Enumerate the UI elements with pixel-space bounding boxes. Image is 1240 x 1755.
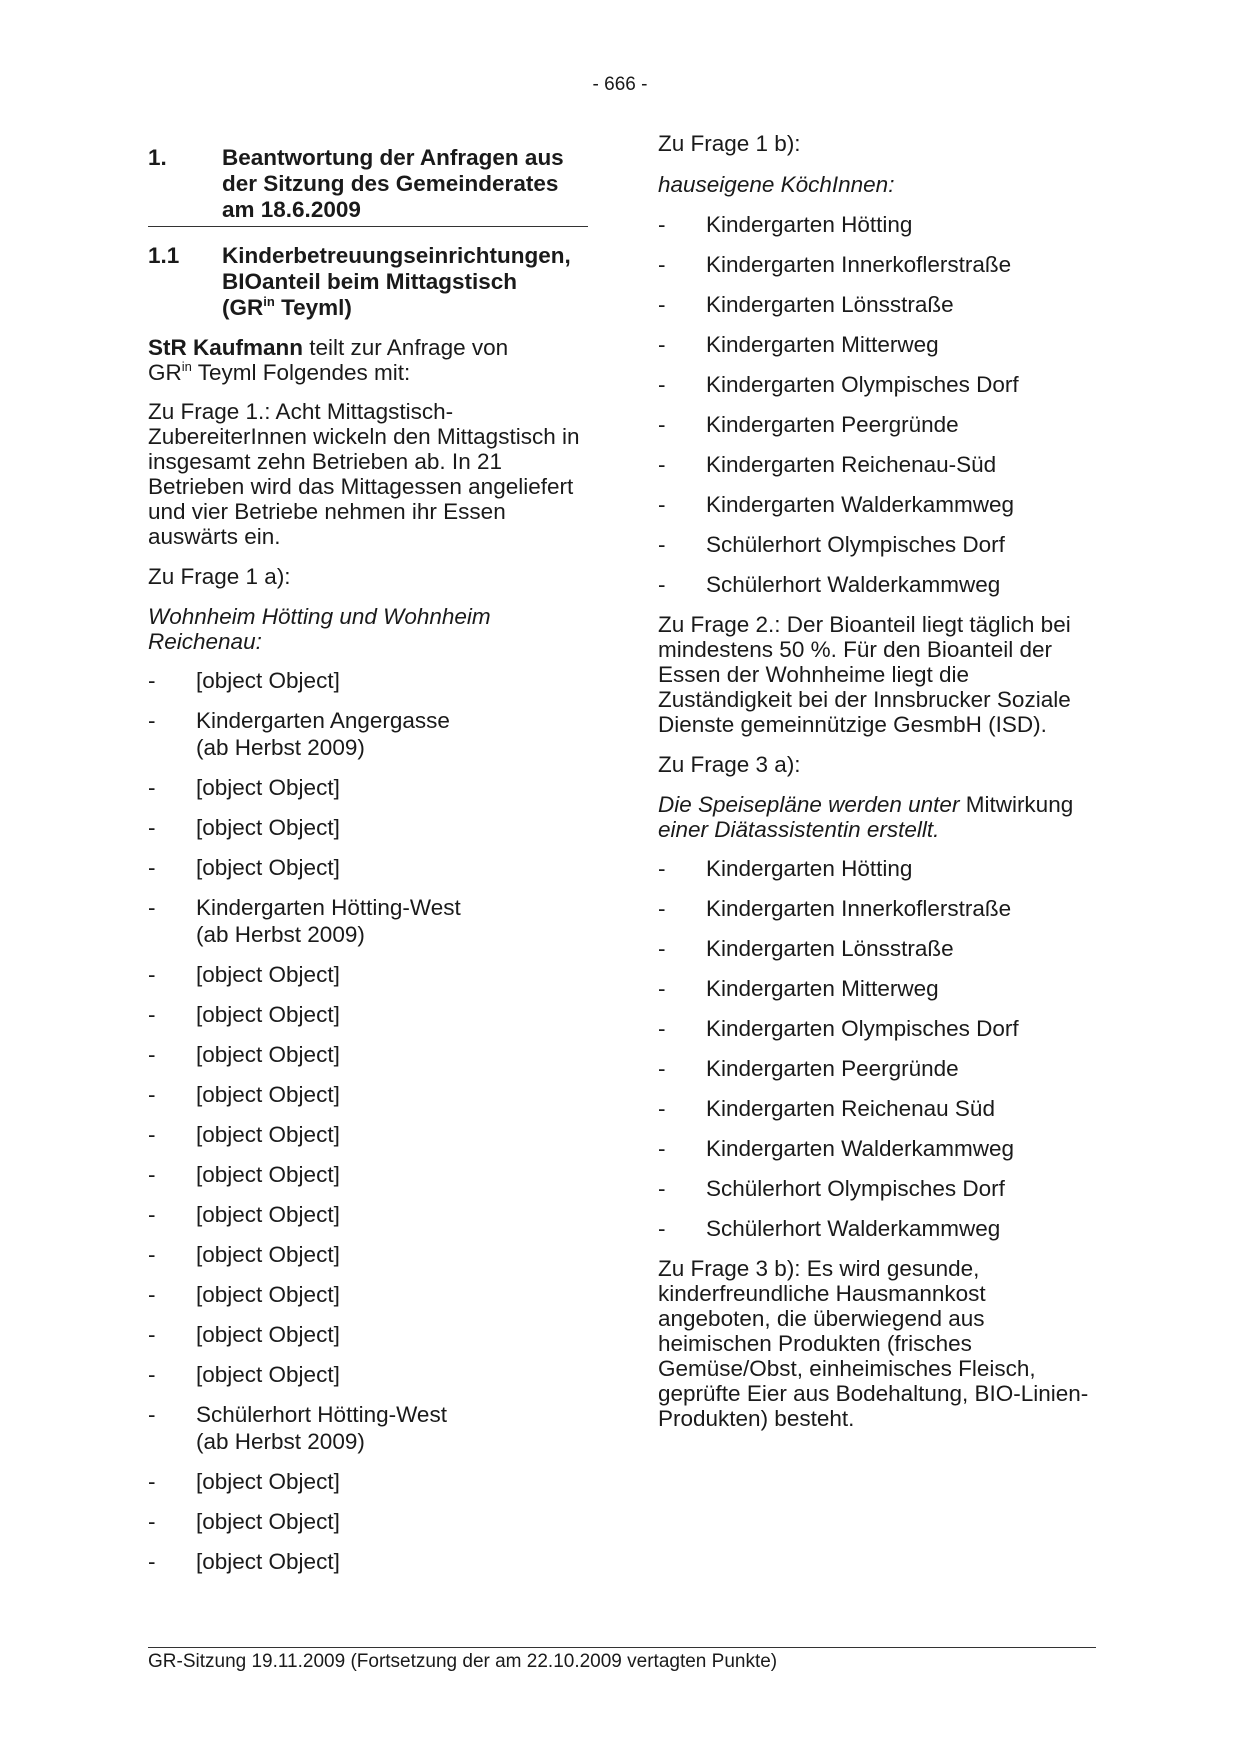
intro-gr: GR [148,360,182,385]
list-item-text [706,571,1098,598]
list-item [148,1001,588,1028]
dash-marker: - [148,1402,156,1427]
list-item-name: Kindergarten Reichenau-Süd [706,452,997,477]
list-item-text [196,961,588,988]
list-item [658,1095,1098,1122]
list-item [658,371,1098,398]
speaker-name: StR Kaufmann [148,335,304,360]
dash-marker: - [148,1042,156,1067]
dash-marker: - [658,856,666,881]
list-item-name: [object Object] [196,1362,340,1387]
list-item-text [196,1468,588,1495]
list-item-name: Kindergarten Innerkoflerstraße [706,896,1012,921]
dash-marker: - [148,1122,156,1147]
page-footer: GR-Sitzung 19.11.2009 (Fortsetzung der am 22.10.2009 vertagten Punkte) [148,1647,1096,1673]
list-item-name: Kindergarten Lönsstraße [706,936,954,961]
dash-marker: - [658,1136,666,1161]
list-item-text [196,894,588,948]
list-item [148,814,588,841]
dash-marker: - [148,855,156,880]
dash-marker: - [658,292,666,317]
list-item [148,1121,588,1148]
list-item-text [196,774,588,801]
dash-marker: - [658,936,666,961]
list-item-text [706,291,1098,318]
list-item [658,855,1098,882]
italic-text: Die Speisepläne werden unter [658,792,960,817]
heading-line: BIOanteil beim Mittagstisch [222,269,518,294]
list-item-text [196,1508,588,1535]
list-item-name: Schülerhort Olympisches Dorf [706,532,1005,557]
list-item [658,1015,1098,1042]
list-item-text [706,1095,1098,1122]
list-item-text [196,854,588,881]
list-item [658,975,1098,1002]
dash-marker: - [658,452,666,477]
list-item [658,331,1098,358]
list-item [658,895,1098,922]
list-item [658,1055,1098,1082]
list-item [148,961,588,988]
dash-marker: - [658,252,666,277]
list-item-name: Kindergarten Reichenau Süd [706,1096,995,1121]
italic-text: einer Diätassistentin erstellt. [658,817,940,842]
list-item-name: [object Object] [196,1082,340,1107]
list-item-name: [object Object] [196,668,340,693]
list-item-text [706,371,1098,398]
list-item-name: Kindergarten Walderkammweg [706,1136,1015,1161]
dash-marker: - [148,1322,156,1347]
dash-marker: - [658,212,666,237]
list-item [658,451,1098,478]
dash-marker: - [148,1362,156,1387]
list-item-name: [object Object] [196,1202,340,1227]
dash-marker: - [658,412,666,437]
list-item-name: [object Object] [196,1162,340,1187]
list-item [148,1281,588,1308]
list-item [658,935,1098,962]
list-item [148,774,588,801]
frage-3b-paragraph: Zu Frage 3 b): Es wird gesunde, kinderfreundliche Hausmannkost angeboten, die überwiegend aus heimischen Produkten (frisches Gemüse/Obst, einheimisches Fleisch, geprüfte Eier aus Bodehaltung, BIO-Linien-Produkten) besteht. [658,1256,1089,1431]
frage-1a-subheading: Wohnheim Hötting und Wohnheim Reichenau: [148,604,491,654]
plain-text: Mitwirkung [959,792,1074,817]
heading-text: Beantwortung der Anfragen aus der Sitzung des Gemeinderates am 18.6.2009 [222,145,564,222]
list-item-text [706,1055,1098,1082]
list-item [148,1081,588,1108]
list-item-text [196,1161,588,1188]
heading-text [222,243,588,321]
dash-marker: - [148,1202,156,1227]
list-item-name: Schülerhort Olympisches Dorf [706,1176,1005,1201]
list-item-name: [object Object] [196,1469,340,1494]
list-item [148,894,588,948]
list-item [658,571,1098,598]
frage-1b-subheading: hauseigene KöchInnen: [658,172,895,197]
dash-marker: - [148,815,156,840]
list-item [148,1201,588,1228]
intro-text: teilt zur Anfrage von [303,335,509,360]
dash-marker: - [148,1002,156,1027]
dash-marker: - [658,976,666,1001]
list-item-name: Schülerhort Hötting-West [196,1402,447,1427]
dash-marker: - [148,1082,156,1107]
list-item-text [706,1135,1098,1162]
list-item-text [706,935,1098,962]
dash-marker: - [148,1242,156,1267]
list-item [148,1508,588,1535]
dash-marker: - [658,572,666,597]
list-item-name: [object Object] [196,1549,340,1574]
list-item-text [706,855,1098,882]
dash-marker: - [658,1176,666,1201]
list-item-name: Kindergarten Mitterweg [706,332,939,357]
list-item-name: [object Object] [196,1509,340,1534]
list-item-note: (ab Herbst 2009) [196,922,365,947]
list-item-name: Kindergarten Mitterweg [706,976,939,1001]
list-item-name: Kindergarten Peergründe [706,412,959,437]
list-item [658,211,1098,238]
list-item-text [706,1215,1098,1242]
list-item-text [706,1175,1098,1202]
dash-marker: - [658,1016,666,1041]
list-item-name: Schülerhort Walderkammweg [706,1216,1001,1241]
list-item [148,1161,588,1188]
dash-marker: - [658,1056,666,1081]
list-item-name: [object Object] [196,775,340,800]
heading-number: 1.1 [148,243,180,268]
dash-marker: - [148,1509,156,1534]
list-item-text [706,531,1098,558]
list-item-text [196,707,588,761]
dash-marker: - [658,1216,666,1241]
list-item-text [196,1081,588,1108]
dash-marker: - [148,668,156,693]
list-item-name: Kindergarten Innerkoflerstraße [706,252,1012,277]
list-item-name: Kindergarten Lönsstraße [706,292,954,317]
list-item [658,1175,1098,1202]
list-item-text [196,1001,588,1028]
list-item [658,411,1098,438]
list-item-text [196,1321,588,1348]
list-item-name: [object Object] [196,1002,340,1027]
list-item-text [196,1121,588,1148]
superscript: in [263,294,275,309]
frage-1-paragraph: Zu Frage 1.: Acht Mittagstisch-ZubereiterInnen wickeln den Mittagstisch in insgesamt zehn Betrieben ab. In 21 Betrieben wird das Mittagessen angeliefert und vier Betriebe nehmen ihr Essen auswärts ein. [148,399,580,549]
list-item-name: Kindergarten Hötting [706,212,913,237]
list-item-name: [object Object] [196,1282,340,1307]
frage-3a-label: Zu Frage 3 a): [658,752,801,777]
list-item-name: Kindergarten Peergründe [706,1056,959,1081]
list-item-text [706,975,1098,1002]
list-item-text [196,1548,588,1575]
section-heading-1 [148,145,588,227]
page-number: - 666 - [592,74,648,95]
list-item-text [706,331,1098,358]
frage-3a-subheading [658,792,1098,842]
list-item-name: [object Object] [196,1242,340,1267]
list-item-name: [object Object] [196,815,340,840]
frage-1b-label: Zu Frage 1 b): [658,131,801,156]
list-item-name: Schülerhort Walderkammweg [706,572,1001,597]
list-item-name: Kindergarten Hötting-West [196,895,461,920]
list-item-note: (ab Herbst 2009) [196,735,365,760]
list-item-text [706,451,1098,478]
right-facility-list-2 [658,855,1098,1242]
list-item [148,1548,588,1575]
list-item-text [196,1241,588,1268]
list-item [148,667,588,694]
list-item-note: (ab Herbst 2009) [196,1429,365,1454]
heading-number: 1. [148,145,167,170]
frage-2-paragraph: Zu Frage 2.: Der Bioanteil liegt täglich bei mindestens 50 %. Für den Bioanteil der Essen der Wohnheime liegt die Zuständigkeit bei der Innsbrucker Soziale Dienste gemeinnützige GesmbH (ISD). [658,612,1071,737]
list-item-text [706,895,1098,922]
list-item-name: [object Object] [196,855,340,880]
dash-marker: - [148,962,156,987]
dash-marker: - [148,1549,156,1574]
heading-line: (GR [222,295,264,320]
list-item-name: [object Object] [196,1322,340,1347]
list-item-name: Kindergarten Olympisches Dorf [706,1016,1019,1041]
list-item-name: [object Object] [196,1122,340,1147]
list-item [148,1321,588,1348]
list-item [148,1241,588,1268]
list-item-name: Kindergarten Olympisches Dorf [706,372,1019,397]
list-item [148,1041,588,1068]
dash-marker: - [148,1469,156,1494]
list-item [658,1135,1098,1162]
dash-marker: - [148,895,156,920]
list-item [658,491,1098,518]
list-item [148,1468,588,1495]
left-column [148,145,588,1575]
list-item-text [196,814,588,841]
list-item-text [196,667,588,694]
superscript: in [181,359,192,374]
list-item-name: Kindergarten Angergasse [196,708,450,733]
dash-marker: - [658,332,666,357]
dash-marker: - [658,532,666,557]
dash-marker: - [658,492,666,517]
intro-text: Teyml Folgendes mit: [191,360,411,385]
frage-1a-label: Zu Frage 1 a): [148,564,291,589]
dash-marker: - [148,1162,156,1187]
left-facility-list [148,667,588,1575]
heading-line: Kinderbetreuungseinrichtungen, [222,243,571,268]
list-item-name: [object Object] [196,1042,340,1067]
list-item-name: Kindergarten Hötting [706,856,913,881]
list-item [148,1401,588,1455]
list-item [148,1361,588,1388]
list-item-text [196,1201,588,1228]
list-item-text [706,491,1098,518]
section-heading-1-1 [148,243,588,321]
dash-marker: - [658,896,666,921]
intro-paragraph [148,335,588,385]
list-item-text [706,1015,1098,1042]
dash-marker: - [658,372,666,397]
list-item-text [706,251,1098,278]
list-item-text [196,1041,588,1068]
list-item-text [706,411,1098,438]
right-column [658,130,1098,1431]
list-item-text [706,211,1098,238]
heading-line: Teyml) [274,295,352,320]
list-item-name: [object Object] [196,962,340,987]
list-item [658,291,1098,318]
list-item-text [196,1361,588,1388]
list-item-text [196,1401,588,1455]
list-item [148,707,588,761]
list-item [658,1215,1098,1242]
dash-marker: - [148,775,156,800]
list-item [148,854,588,881]
list-item-name: Kindergarten Walderkammweg [706,492,1015,517]
list-item-text [196,1281,588,1308]
dash-marker: - [658,1096,666,1121]
list-item [658,531,1098,558]
dash-marker: - [148,1282,156,1307]
list-item [658,251,1098,278]
right-facility-list-1 [658,211,1098,598]
dash-marker: - [148,708,156,733]
